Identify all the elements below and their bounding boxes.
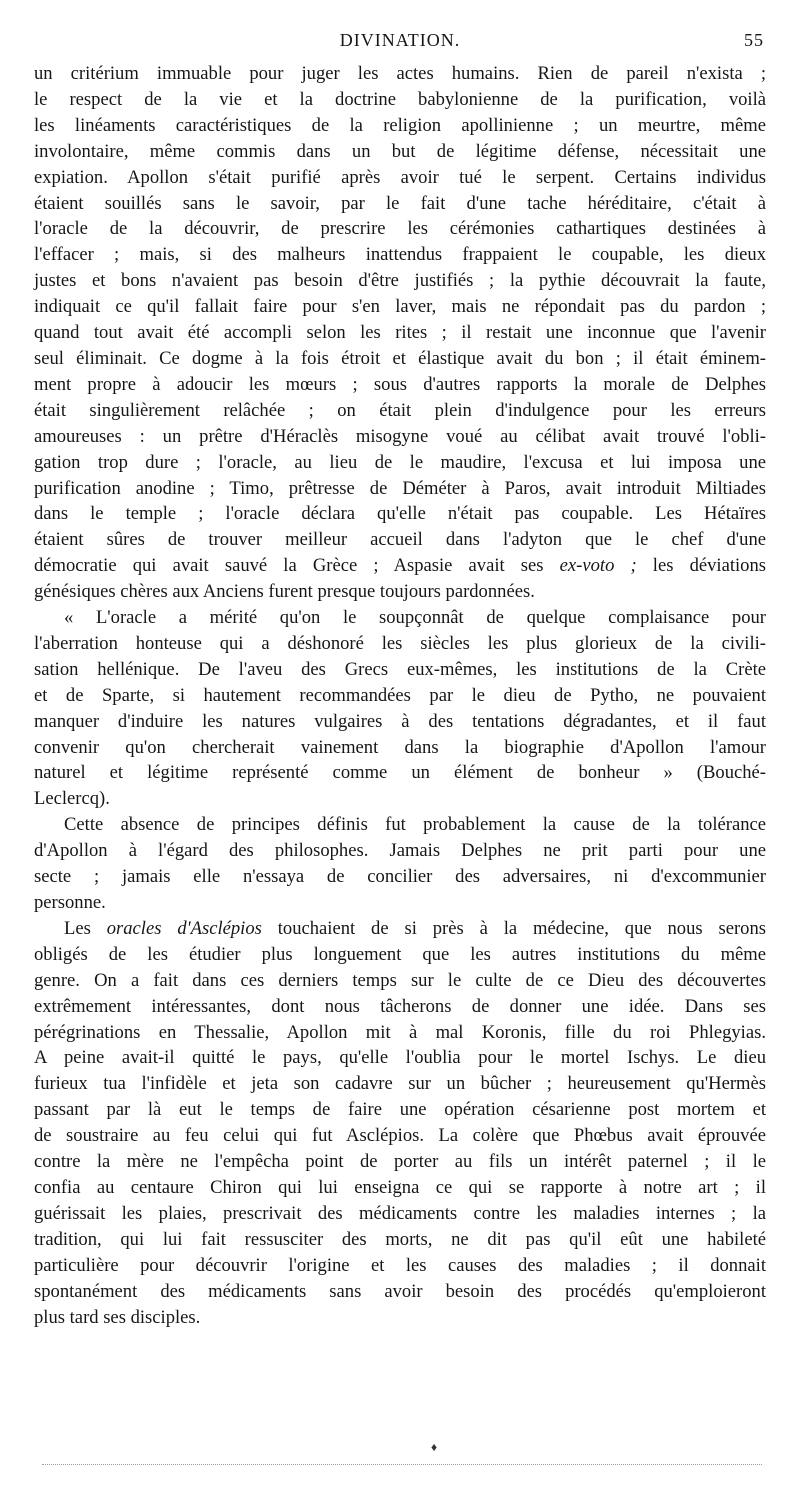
text-line: seul éliminait. Ce dogme à la fois étroit et élastique avait du bon ; il était éminem- <box>34 347 766 369</box>
text-line: gation trop dure ; l'oracle, au lieu de le maudire, l'excusa et lui imposa une <box>34 451 766 473</box>
text-line: A peine avait-il quitté le pays, qu'elle l'oublia pour le mortel Ischys. Le dieu <box>34 1047 766 1069</box>
text-line: extrêmement intéressantes, dont nous tâcherons de donner une idée. Dans ses <box>34 995 766 1017</box>
text-line: était singulièrement relâchée ; on était plein d'indulgence pour les erreurs <box>34 399 766 421</box>
dotted-rule <box>42 1464 762 1465</box>
ornament-mark: ♦ <box>431 1440 438 1454</box>
running-head <box>34 30 766 58</box>
book-page <box>34 0 766 1505</box>
text-line: tradition, qui lui fait ressusciter des morts, ne dit pas qu'il eût une habileté <box>34 1228 766 1250</box>
text-line: expiation. Apollon s'était purifié après avoir tué le serpent. Certains individus <box>34 166 766 188</box>
text-line: les linéaments caractéristiques de la religion apollinienne ; un meurtre, même <box>34 114 766 136</box>
text-line: dans le temple ; l'oracle déclara qu'elle n'était pas coupable. Les Hétaïres <box>34 503 766 525</box>
text-line: furieux tua l'infidèle et jeta son cadavre sur un bûcher ; heureusement qu'Hermès <box>34 1073 766 1095</box>
text-line: « L'oracle a mérité qu'on le soupçonnât de quelque complaisance pour <box>64 607 766 629</box>
text-line: naturel et légitime représenté comme un élément de bonheur » (Bouché- <box>34 762 766 784</box>
text-line: l'oracle de la découvrir, de prescrire les cérémonies cathartiques destinées à <box>34 218 766 240</box>
paragraph-4 <box>34 916 766 1331</box>
text-line: étaient sûres de trouver meilleur accueil dans l'adyton que le chef d'une <box>34 529 766 551</box>
text-line: contre la mère ne l'empêcha point de porter au fils un intérêt paternel ; il le <box>34 1151 766 1173</box>
text-line: purification anodine ; Timo, prêtresse de Déméter à Paros, avait introduit Miltiades <box>34 477 766 499</box>
running-title: DIVINATION. <box>339 30 461 50</box>
text-line: obligés de les étudier plus longuement que les autres institutions du même <box>34 943 766 965</box>
text-line: l'aberration honteuse qui a déshonoré les siècles les plus glorieux de la civili- <box>34 632 766 654</box>
text-line: et de Sparte, si hautement recommandées par le dieu de Pytho, ne pouvaient <box>34 684 766 706</box>
italic-phrase: ex-voto ; <box>559 555 637 577</box>
text-line: convenir qu'on chercherait vainement dans la biographie d'Apollon l'amour <box>34 736 766 758</box>
text-line: amoureuses : un prêtre d'Héraclès misogyne voué au célibat avait trouvé l'obli- <box>34 425 766 447</box>
paragraph-2-quotation <box>34 605 766 812</box>
text-line: sation hellénique. De l'aveu des Grecs eux-mêmes, les institutions de la Crète <box>34 658 766 680</box>
paragraph-1 <box>34 61 766 605</box>
text-line: spontanément des médicaments sans avoir besoin des procédés qu'emploieront <box>34 1280 766 1302</box>
italic-phrase: oracles d'Asclépios <box>106 917 262 939</box>
paragraph-3 <box>34 812 766 916</box>
text-line: d'Apollon à l'égard des philosophes. Jamais Delphes ne prit parti pour une <box>34 840 766 862</box>
text-line: guérissait les plaies, prescrivait des médicaments contre les maladies internes ; la <box>34 1202 766 1224</box>
text-line: secte ; jamais elle n'essaya de concilier des adversaires, ni d'excommunier <box>34 866 766 888</box>
page-footer-marks <box>34 1440 766 1480</box>
text-line: quand tout avait été accompli selon les rites ; il restait une inconnue que l'avenir <box>34 322 766 344</box>
text-line-with-italic: démocratie qui avait sauvé la Grèce ; Aspasie avait ses ex-voto ; les déviations <box>34 555 767 577</box>
text-line: confia au centaure Chiron qui lui enseigna ce qui se rapporte à notre art ; il <box>34 1176 766 1198</box>
text-line: Cette absence de principes définis fut probablement la cause de la tolérance <box>64 814 766 836</box>
text-line: le respect de la vie et la doctrine babylonienne de la purification, voilà <box>34 88 766 110</box>
text-line: génésiques chères aux Anciens furent presque toujours pardonnées. <box>34 581 535 603</box>
text-line: particulière pour découvrir l'origine et les causes des maladies ; il donnait <box>34 1254 766 1276</box>
text-line: personne. <box>34 892 106 913</box>
text-line: genre. On a fait dans ces derniers temps sur le culte de ce Dieu des découvertes <box>34 969 766 991</box>
text-line: justes et bons n'avaient pas besoin d'être justifiés ; la pythie découvrait la faute, <box>34 270 766 292</box>
text-line: de soustraire au feu celui qui fut Asclépios. La colère que Phœbus avait éprouvée <box>34 1125 766 1147</box>
text-line: étaient souillés sans le savoir, par le fait d'une tache héréditaire, c'était à <box>34 192 766 214</box>
text-line: ment propre à adoucir les mœurs ; sous d'autres rapports la morale de Delphes <box>34 373 766 395</box>
page-number: 55 <box>744 30 764 50</box>
text-line: Leclercq). <box>34 788 110 810</box>
text-line: un critérium immuable pour juger les actes humains. Rien de pareil n'exista ; <box>34 63 766 84</box>
text-line: pérégrinations en Thessalie, Apollon mit à mal Koronis, fille du roi Phlegyias. <box>34 1021 766 1043</box>
text-line: l'effacer ; mais, si des malheurs inattendus frappaient le coupable, les dieux <box>34 244 766 266</box>
text-line: passant par là eut le temps de faire une opération césarienne post mortem et <box>34 1099 766 1121</box>
text-line: manquer d'induire les natures vulgaires à des tentations dégradantes, et il faut <box>34 710 766 732</box>
text-line: plus tard ses disciples. <box>34 1306 201 1328</box>
text-line: involontaire, même commis dans un but de légitime défense, nécessitait une <box>34 140 766 162</box>
text-line: indiquait ce qu'il fallait faire pour s'en laver, mais ne répondait pas du pardon ; <box>34 296 766 318</box>
body-text <box>34 61 766 1330</box>
text-line-with-italic: Les oracles d'Asclépios touchaient de si près à la médecine, que nous serons <box>64 917 766 939</box>
